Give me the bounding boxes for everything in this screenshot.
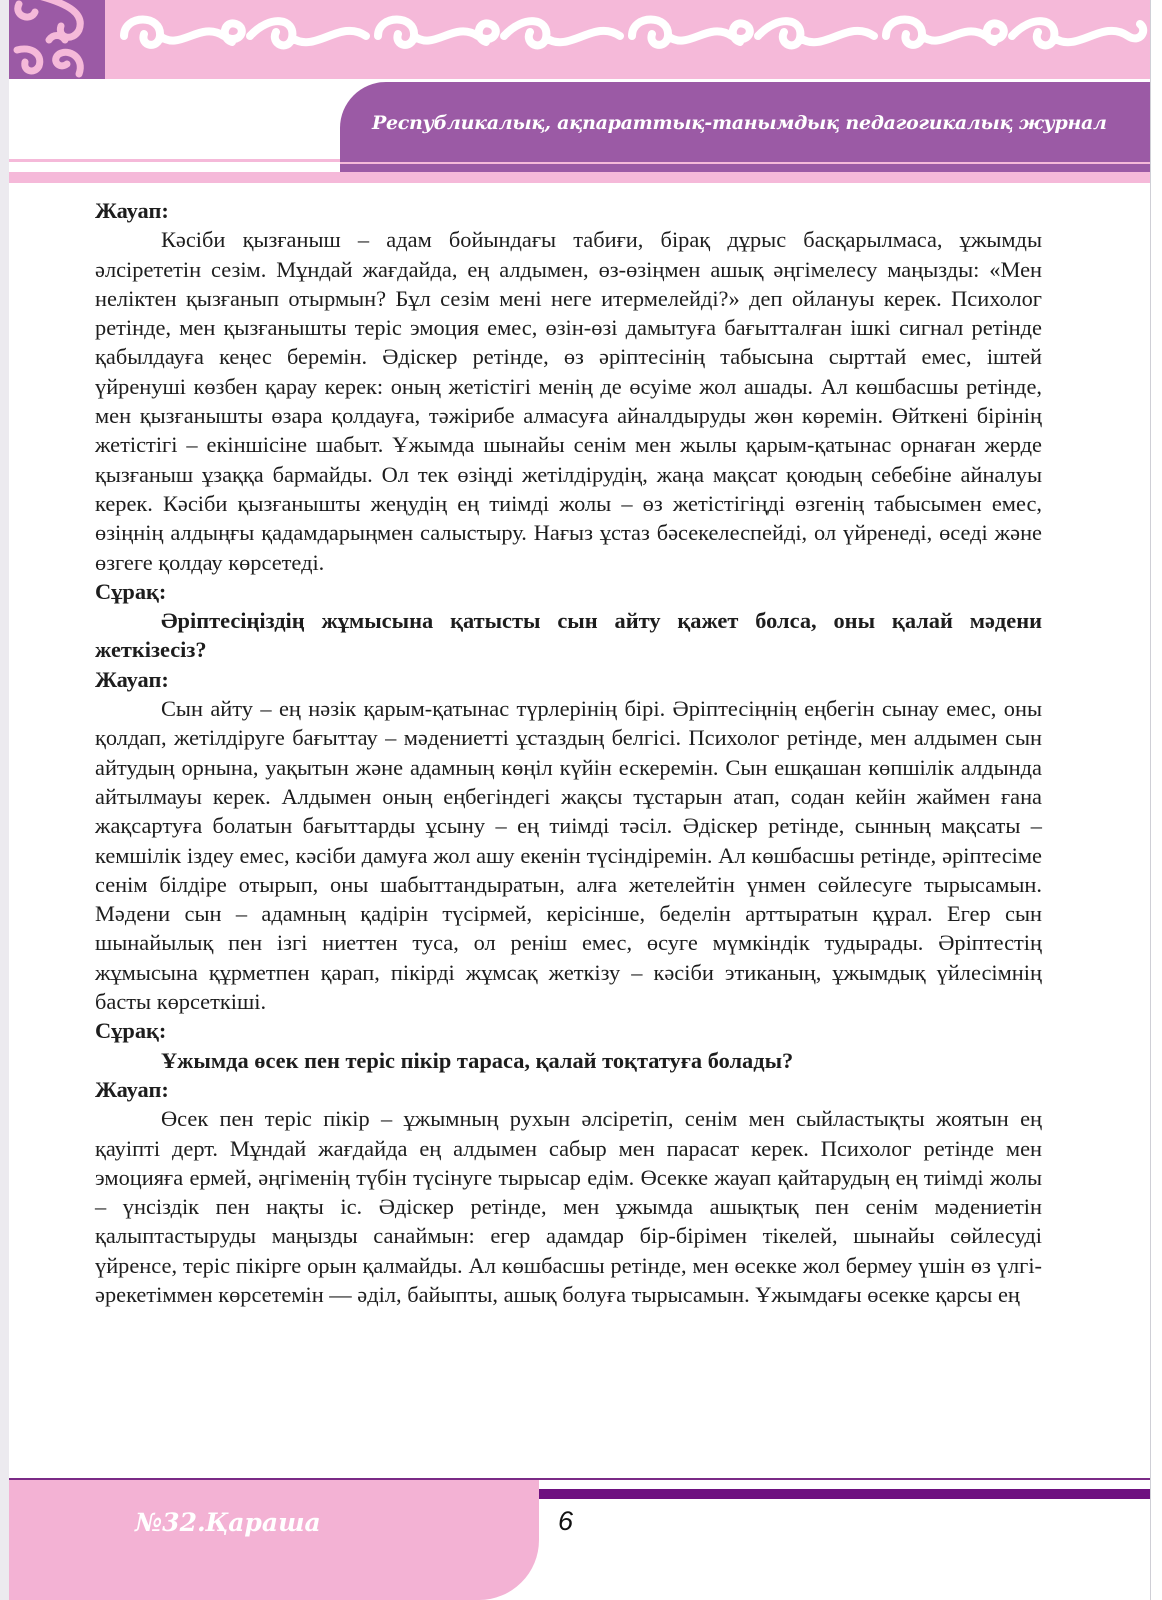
header-rule-left	[9, 159, 340, 162]
issue-label: №32.Қараша	[135, 1508, 321, 1537]
question-label: Сұрақ:	[95, 1018, 167, 1044]
page-right-edge	[1150, 0, 1162, 1600]
page-number: 6	[558, 1506, 574, 1536]
answer-paragraph: Өсек пен теріс пікір – ұжымның рухын әлсіретіп, сенім мен сыйластықты жоятын ең қауіпті дерт. Мұндай жағдайда ең алдымен сабыр мен парасат керек. Психолог ретінде мен эмоцияға ермей, әңгіменің түбін түсінуге тырысар едім. Өсекке жауап қайтарудың ең тиімді жолы – үнсіздік пен нақты іс. Әдіскер ретінде, мен ұжымда ашықтық пен сенім мәдениетін қалыптастыруды маңызды санаймын: егер адамдар бір-бірімен тікелей, шынайы сөйлесуді үйренсе, теріс пікірге орын қалмайды. Ал көшбасшы ретінде, мен өсекке жол бермеу үшін өз үлгі-әрекетіммен көрсетемін — әділ, байыпты, ашық болуға тырысамын. Ұжымдағы өсекке қарсы ең	[95, 1106, 1042, 1307]
header-rule-pink	[9, 172, 1150, 183]
answer-label: Жауап:	[95, 666, 169, 692]
journal-title: Республикалық, ақпараттық-танымдық педагогикалық журнал	[372, 112, 1107, 134]
header-rule-dark	[340, 164, 1150, 172]
question-text: Әріптесіңіздің жұмысына қатысты сын айту қажет болса, оны қалай мәдени жеткізесіз?	[95, 608, 1042, 663]
page-left-edge	[0, 0, 9, 1600]
corner-ornament	[9, 0, 105, 79]
answer-label: Жауап:	[95, 198, 169, 223]
answer-paragraph: Сын айту – ең нәзік қарым-қатынас түрлерінің бірі. Әріптесіңнің еңбегін сынау емес, оны қолдап, жетілдіруге бағыттау – мәдениетті ұстаздың белгісі. Психолог ретінде, мен алдымен сын айтудың орнына, уақытын және адамның көңіл күйін ескеремін. Сын ешқашан көпшілік алдында айтылмауы керек. Алдымен оның еңбегіндегі жақсы тұстарын атап, содан кейін жаймен ғана жақсартуға болатын бағыттарды ұсыну – ең тиімді тәсіл. Әдіскер ретінде, сынның мақсаты – кемшілік іздеу емес, кәсіби дамуға жол ашу екенін түсіндіремін. Ал көшбасшы ретінде, әріптесіме сенім білдіре отырып, оны шабыттандыратын, алға жетелейтін үнмен сөйлесуге тырысамын. Мәдени сын – адамның қадірін түсірмей, керісінше, беделін арттыратын құрал. Егер сын шынайылық пен ізгі ниеттен туса, ол реніш емес, өсуге мүмкіндік тудырады. Әріптестің жұмысына құрметпен қарап, пікірді жұмсақ жеткізу – кәсіби этиканың, ұжымдық үйлесімнің басты көрсеткіші.	[95, 696, 1042, 1015]
header-scroll-ornament	[120, 8, 1150, 64]
article-body	[95, 196, 1042, 1309]
answer-paragraph: Кәсіби қызғаныш – адам бойындағы табиғи, бірақ дұрыс басқарылмаса, ұжымды әлсірететін сезім. Мұндай жағдайда, ең алдымен, өз-өзіңмен ашық әңгімелесу маңызды: «Мен неліктен қызғанып отырмын? Бұл сезім мені неге итермелейді?» деп ойлануы керек. Психолог ретінде, мен қызғанышты теріс эмоция емес, өзін-өзі дамытуға бағытталған ішкі сигнал ретінде қабылдауға кеңес беремін. Әдіскер ретінде, өз әріптесінің табысына сырттай емес, іштей үйренуші көзбен қарау керек: оның жетістігі менің де өсуіме жол ашады. Ал көшбасшы ретінде, мен қызғанышты өзара қолдауға, тәжірибе алмасуға айналдыруды жөн көремін. Өйткені бірінің жетістігі – екіншісіне шабыт. Ұжымда шынайы сенім мен жылы қарым-қатынас орнаған жерде қызғаныш ұзаққа бармайды. Ол тек өзіңді жетілдірудің, жаңа мақсат қоюдың себебіне айналуы керек. Кәсіби қызғанышты жеңудің ең тиімді жолы – өз жетістігіңді өзгенің табысымен емес, өзіңнің алдыңғы қадамдарыңмен салыстыру. Нағыз ұстаз бәсекелеспейді, ол үйренеді, өседі және өзгеге қолдау көрсетеді.	[95, 227, 1042, 575]
question-label: Сұрақ:	[95, 578, 167, 604]
question-text: Ұжымда өсек пен теріс пікір тараса, қалай тоқтатуға болады?	[161, 1047, 794, 1073]
answer-label: Жауап:	[95, 1076, 169, 1102]
footer-issue-tab	[9, 1480, 539, 1600]
footer-rule-dark	[539, 1489, 1150, 1499]
swirl-ornament-icon	[9, 0, 105, 79]
